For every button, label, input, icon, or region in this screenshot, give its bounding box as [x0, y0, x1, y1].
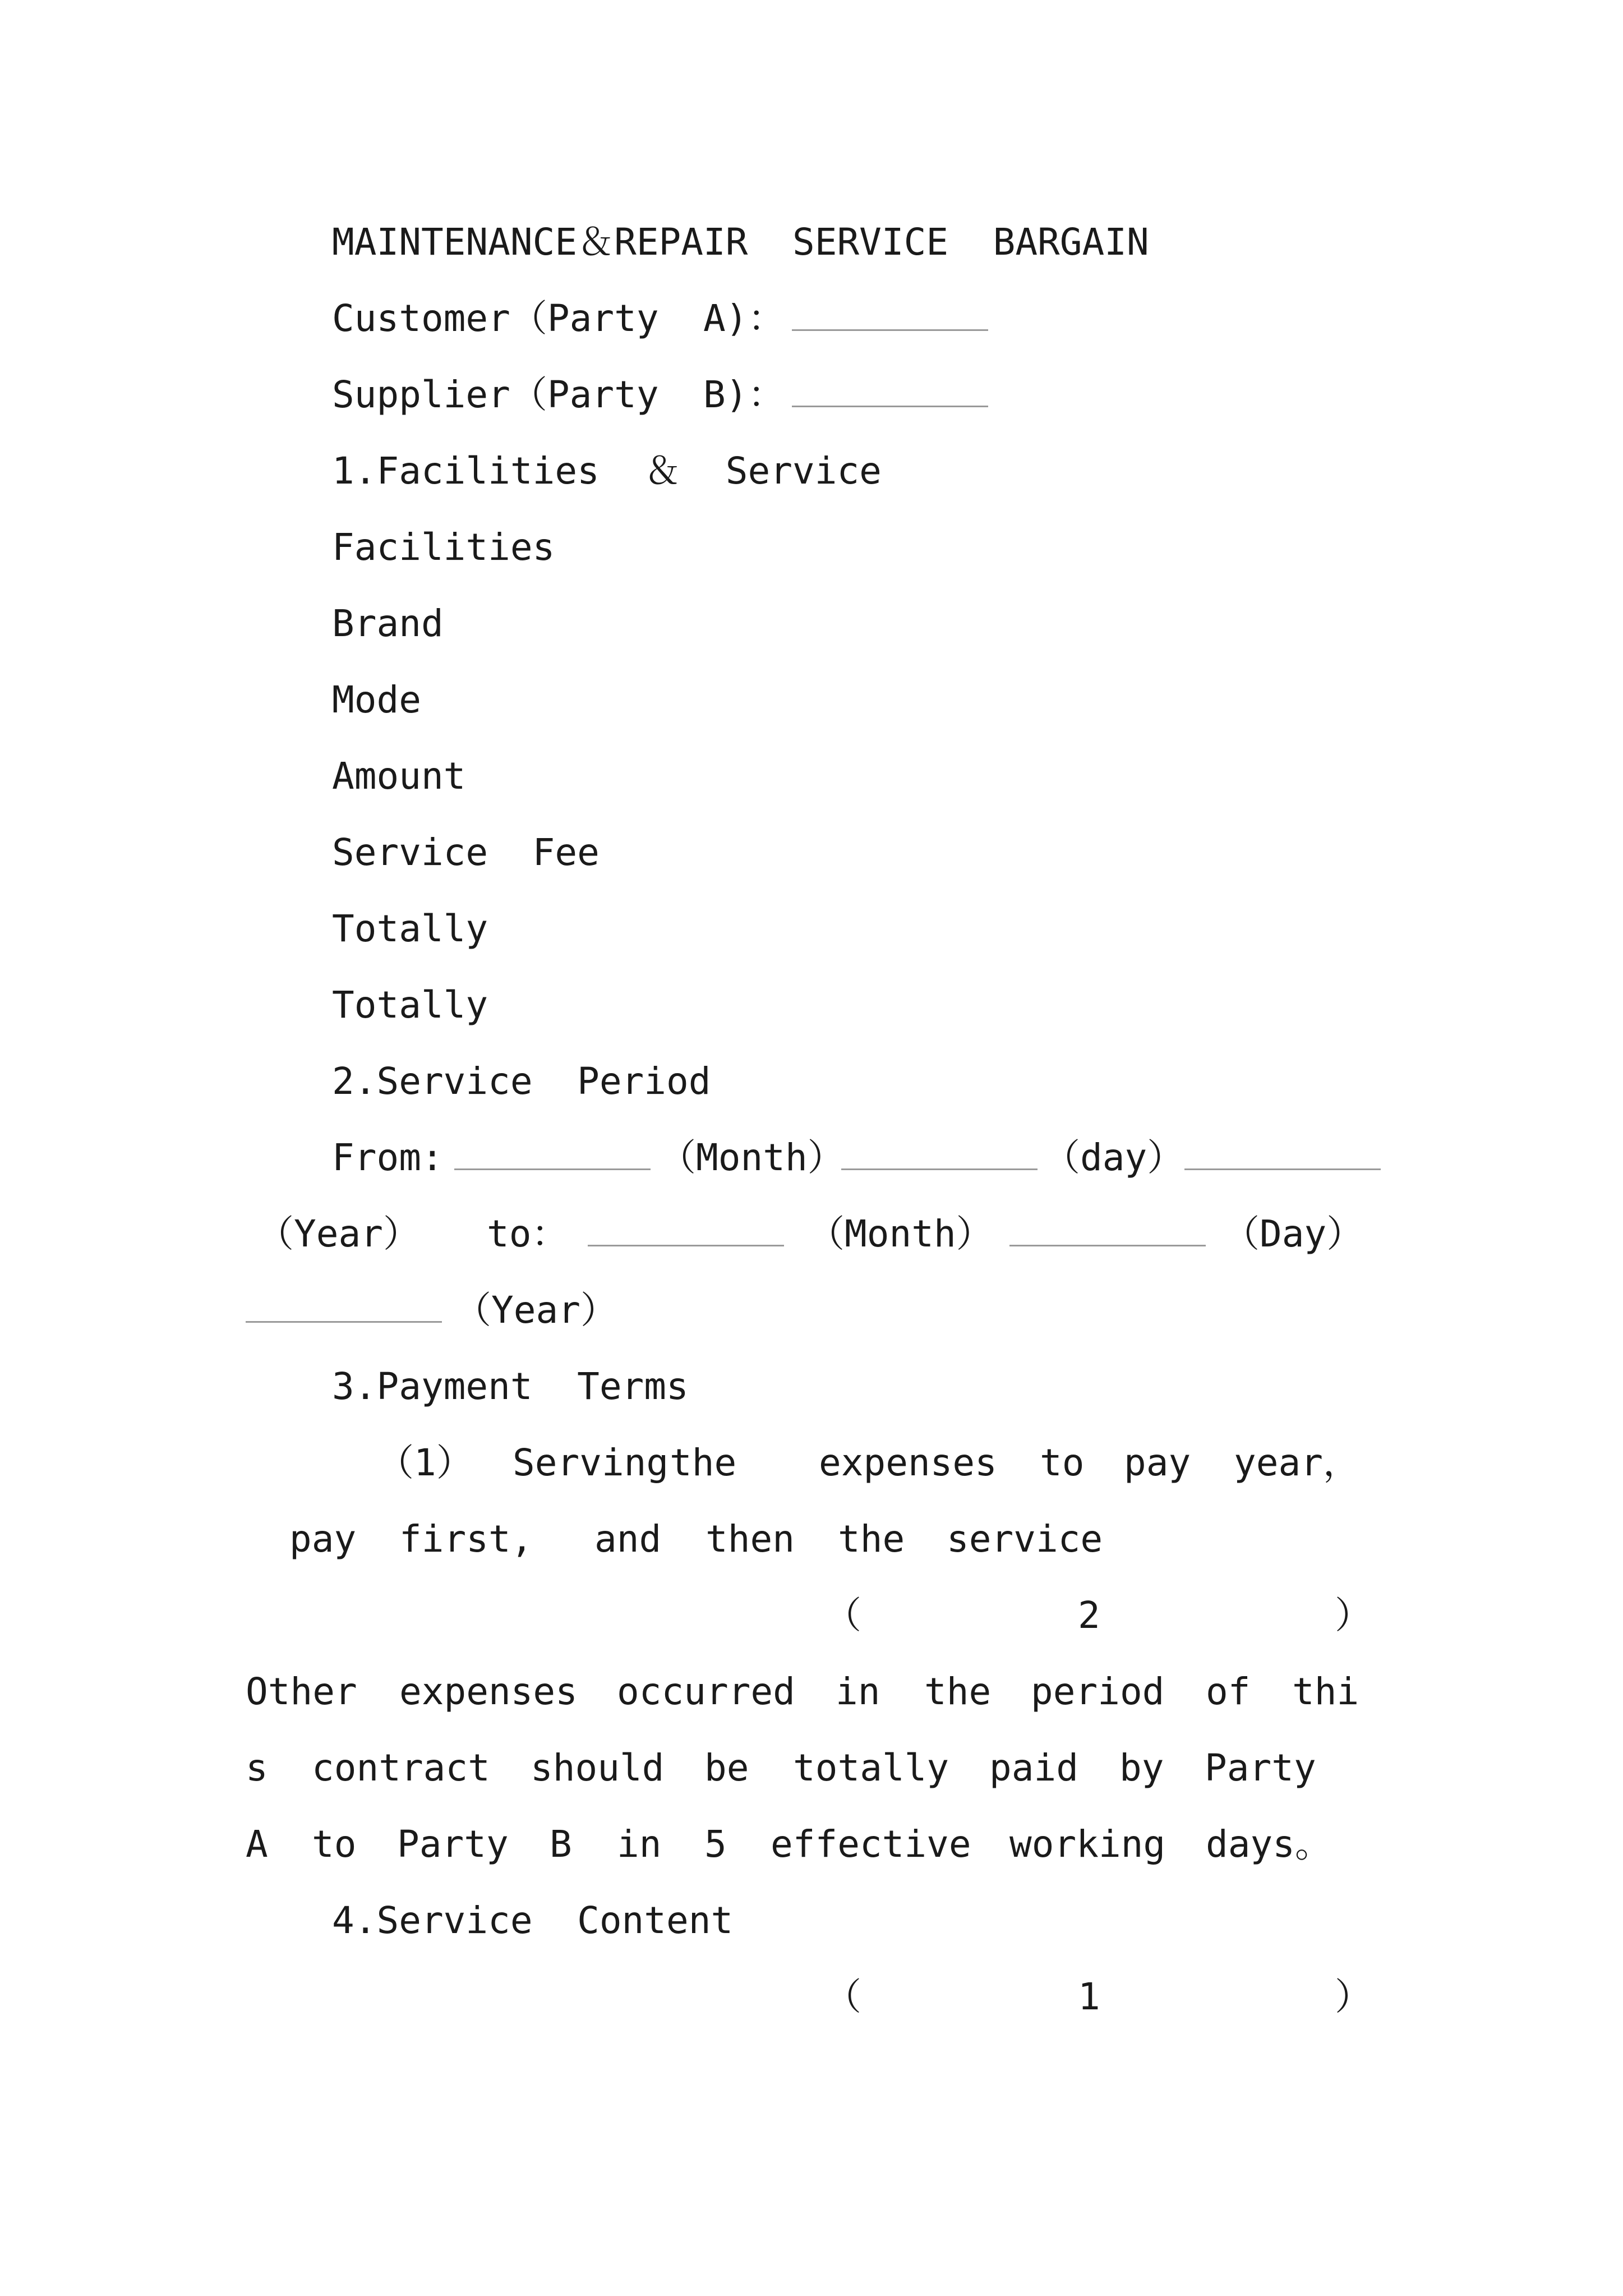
document-title: MAINTENANCE＆REPAIR SERVICE BARGAIN [332, 220, 1149, 264]
service-period-from-line [0, 1135, 1623, 1180]
facilities-label: Facilities [332, 526, 555, 569]
word: service [947, 1517, 1103, 1561]
from-day-blank[interactable] [841, 1166, 1038, 1170]
from-month-blank[interactable] [454, 1166, 651, 1170]
totally-label-1: Totally [332, 907, 488, 950]
customer-label: Customer（Party A)： [332, 297, 785, 340]
word: working [1009, 1823, 1166, 1866]
word: first, [399, 1517, 533, 1561]
word: should [531, 1746, 665, 1789]
month-label: （Month） [659, 1136, 845, 1179]
totally-label-2: Totally [332, 983, 488, 1027]
word: days。 [1206, 1823, 1332, 1866]
word: then [706, 1517, 795, 1561]
content-item-1-open-paren: （ [824, 1975, 861, 2018]
item-2-number: 2 [1078, 1594, 1100, 1637]
service-period-year-line [0, 1288, 1623, 1333]
word: B [550, 1823, 572, 1866]
word: the [670, 1441, 737, 1484]
payment-item-2-line-2 [0, 1746, 1623, 1791]
word: pay [1124, 1441, 1191, 1484]
year-label: （Year） [257, 1212, 420, 1255]
word: s [246, 1746, 268, 1789]
day-label: （day） [1043, 1136, 1184, 1179]
payment-item-1-line-2 [0, 1517, 1623, 1562]
word: expenses [399, 1670, 578, 1713]
supplier-line [332, 372, 785, 417]
supplier-label: Supplier（Party B)： [332, 373, 785, 416]
word: totally [793, 1746, 949, 1789]
day-label-2: （Day） [1223, 1212, 1364, 1255]
from-label: From: [332, 1136, 444, 1179]
to-day-blank[interactable] [1009, 1243, 1206, 1246]
word: Serving [513, 1441, 669, 1484]
month-label-2: （Month） [808, 1212, 993, 1255]
to-year-blank[interactable] [246, 1319, 442, 1323]
word: and [594, 1517, 662, 1561]
word: by [1119, 1746, 1164, 1789]
to-label: to： [487, 1212, 569, 1255]
word: to [1040, 1441, 1085, 1484]
word: Other [246, 1670, 357, 1713]
word: pay [289, 1517, 357, 1561]
section-2-heading: 2.Service Period [332, 1060, 711, 1103]
word: paid [989, 1746, 1078, 1789]
word: be [704, 1746, 749, 1789]
amount-label: Amount [332, 754, 466, 798]
word: in [617, 1823, 662, 1866]
service-fee-label: Service Fee [332, 831, 600, 874]
customer-line [332, 296, 785, 341]
year-label-2: （Year） [454, 1289, 617, 1332]
word: period [1031, 1670, 1165, 1713]
section-3-heading: 3.Payment Terms [332, 1365, 689, 1408]
service-period-to-line [0, 1212, 1623, 1257]
section-1-heading: 1.Facilities ＆ Service [332, 449, 882, 493]
item-2-close-paren: ） [1335, 1594, 1372, 1637]
word: thi [1292, 1670, 1359, 1713]
to-month-blank[interactable] [588, 1243, 784, 1246]
payment-item-1-line-1 [0, 1441, 1623, 1485]
supplier-blank[interactable] [792, 403, 988, 407]
word: A [246, 1823, 268, 1866]
payment-item-2-number-line [0, 1593, 1623, 1638]
word: in [836, 1670, 880, 1713]
word: of [1206, 1670, 1251, 1713]
service-content-item-1-number-line [0, 1975, 1623, 2019]
customer-blank[interactable] [792, 327, 988, 331]
word: Party [397, 1823, 509, 1866]
word: the [924, 1670, 992, 1713]
word: year， [1234, 1441, 1360, 1484]
word: the [838, 1517, 905, 1561]
word: expenses [819, 1441, 997, 1484]
content-item-1-number: 1 [1078, 1975, 1100, 2018]
word: occurred [617, 1670, 795, 1713]
item-2-open-paren: （ [824, 1594, 861, 1637]
from-year-blank[interactable] [1184, 1166, 1381, 1170]
content-item-1-close-paren: ） [1335, 1975, 1372, 2018]
word: effective [771, 1823, 971, 1866]
mode-label: Mode [332, 678, 421, 721]
brand-label: Brand [332, 602, 444, 645]
section-4-heading: 4.Service Content [332, 1899, 734, 1942]
word: 5 [704, 1823, 727, 1866]
payment-item-2-line-1 [0, 1669, 1623, 1714]
word: Party [1205, 1746, 1316, 1789]
item-1-number: （1） [377, 1441, 473, 1484]
word: to [312, 1823, 357, 1866]
payment-item-2-line-3 [0, 1822, 1623, 1867]
word: contract [312, 1746, 490, 1789]
